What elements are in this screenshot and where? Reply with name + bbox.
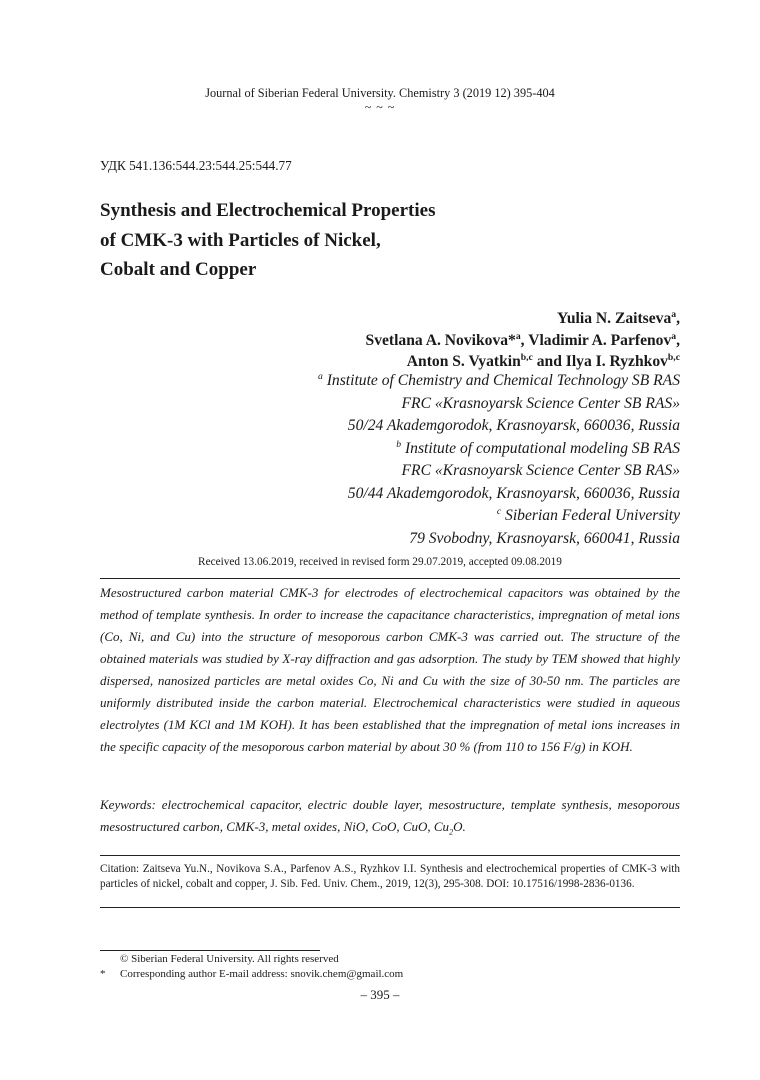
paper-title <box>100 196 520 285</box>
affiliation-b-line-3: 50/44 Akademgorodok, Krasnoyarsk, 660036, Russia <box>347 484 680 502</box>
affiliation-c-line-2: 79 Svobodny, Krasnoyarsk, 660041, Russia <box>409 529 680 547</box>
affiliation-mark: b <box>396 438 402 450</box>
affiliation-list <box>318 370 680 550</box>
author-line-1 <box>366 308 680 330</box>
header-separator: ~ ~ ~ <box>364 100 396 114</box>
affiliation-mark: c <box>496 505 502 517</box>
title-line-2: of CMK-3 with Particles of Nickel, <box>100 229 381 251</box>
keywords: Keywords: electrochemical capacitor, electric double layer, mesostructure, template synthesis, mesoporous mesostructured carbon, CMK-3, metal oxides, NiO, CoO, CuO, $Cu_2O$. <box>100 797 680 837</box>
affiliation-a-line-3: 50/24 Akademgorodok, Krasnoyarsk, 660036, Russia <box>347 417 680 434</box>
affiliation-c-line-1: $^c$ Siberian Federal University <box>496 505 680 524</box>
author-affiliation-mark: a <box>515 330 521 342</box>
author-separator: , <box>676 310 680 327</box>
author-affiliation-mark: b,c <box>520 351 533 363</box>
author-affiliation-mark: a <box>671 330 677 342</box>
author-name: Yulia N. Zaitseva <box>557 310 672 327</box>
abstract-top-rule <box>100 578 680 579</box>
author-line-2 <box>366 330 680 352</box>
author-name: Ilya I. Ryzhkov <box>565 353 668 370</box>
affiliation-a-line-1: $^a$ Institute of Chemistry and Chemical Technology SB RAS <box>317 370 680 389</box>
citation-bottom-rule <box>100 907 680 908</box>
page-number: – 395 – <box>360 987 400 1002</box>
title-line-1: Synthesis and Electrochemical Properties <box>100 200 436 221</box>
author-separator: , <box>520 331 529 349</box>
author-list <box>366 308 680 373</box>
received-dates: Received 13.06.2019, received in revised form 29.07.2019, accepted 09.08.2019 <box>198 556 562 568</box>
author-name: Svetlana A. Novikova* <box>365 331 516 349</box>
author-affiliation-mark: a <box>671 308 677 320</box>
footnote-corresponding: * Corresponding author E-mail address: snovik.chem@gmail.com <box>100 968 404 980</box>
footnote-copyright: © Siberian Federal University. All rights reserved <box>120 953 339 965</box>
affiliation-mark: a <box>317 370 323 382</box>
citation-top-rule <box>100 855 680 856</box>
author-separator: , <box>676 331 680 349</box>
affiliation-b-line-1: $^b$ Institute of computational modeling SB RAS <box>396 438 680 457</box>
author-affiliation-mark: b,c <box>667 351 680 363</box>
udc-code: УДК 541.136:544.23:544.25:544.77 <box>100 158 292 173</box>
citation: Citation: Zaitseva Yu.N., Novikova S.A., Parfenov A.S., Ryzhkov I.I. Synthesis and electrochemical properties of CMK-3 with particles of nickel, cobalt and copper, J. Sib. Fed. Univ. Chem., 2019, 12(3), 295-308. DOI: 10.17516/1998-2836-0136. <box>100 863 680 890</box>
author-separator: and <box>532 353 566 370</box>
abstract: Mesostructured carbon material CMK-3 for electrodes of electrochemical capacitors was obtained by the method of template synthesis. In order to increase the capacitance characteristics, impregnation of metal ions (Co, Ni, and Cu) into the structure of mesoporous carbon CMK-3 was carried out. The structure of the obtained materials was studied by X-ray diffraction and gas adsorption. The study by TEM showed that highly dispersed, nanosized particles are metal oxides Co, Ni and Cu with the size of 30-50 nm. The particles are uniformly distributed inside the carbon material. Electrochemical characteristics were studied in aqueous electrolytes (1M KCl and 1M KOH). It has been established that the impregnation of metal ions increases in the specific capacity of the mesoporous carbon material by about 30 % (from 110 to 156 F/g) in KOH. <box>100 585 680 754</box>
footnote-rule <box>100 950 320 951</box>
affiliation-b-line-2: FRC «Krasnoyarsk Science Center SB RAS» <box>401 462 680 479</box>
affiliation-a-line-2: FRC «Krasnoyarsk Science Center SB RAS» <box>401 394 680 412</box>
journal-header: Journal of Siberian Federal University. Chemistry 3 (2019 12) 395-404 <box>205 86 555 100</box>
author-name: Vladimir A. Parfenov <box>528 331 672 349</box>
author-name: Anton S. Vyatkin <box>406 353 521 370</box>
title-line-3: Cobalt and Copper <box>100 259 257 280</box>
